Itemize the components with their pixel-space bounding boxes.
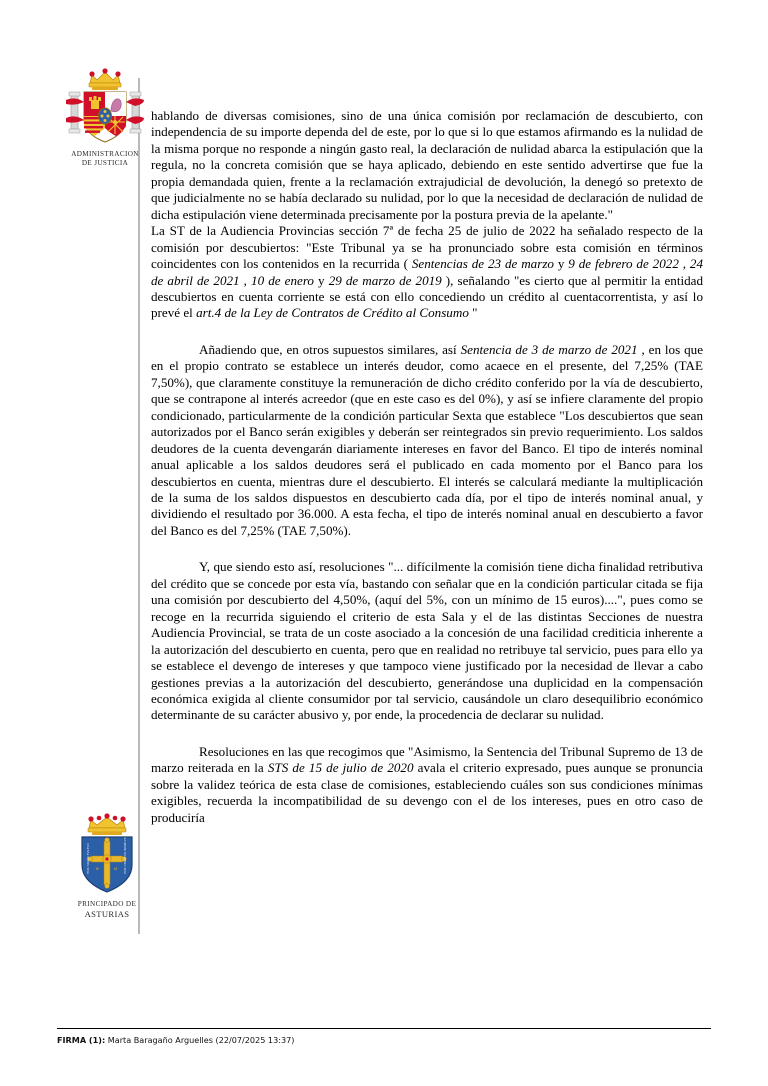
spain-coat-of-arms-icon (62, 66, 148, 148)
paragraph-5-run-3: avala el criterio expresado, pues aunque se pronuncia sobre la validez teórica de esta clase de comisiones, estableciendo cuáles son sus condiciones mínimas exigibles, recuerda la incompatibilidad de su devengo con el de los intereses, pues en otro caso de produciría (151, 760, 703, 825)
paragraph-2-run-9: y (313, 272, 329, 288)
spain-emblem-caption (50, 150, 160, 168)
svg-text:α: α (96, 867, 99, 872)
citation-sentencia-3-marzo-2021: Sentencia de 3 de marzo de 2021 (460, 341, 638, 357)
asturias-emblem-caption-line2: ASTURIAS (84, 909, 130, 919)
paragraph-spacer (151, 539, 703, 559)
paragraph-2-run-7: , (239, 272, 252, 288)
paragraph-2-run-11: ), señalando "es cierto que al permitir la entidad descubiertos en cuenta corriente se está con ello concediendo un crédito al cuentacorrentista, y así lo prevé el (151, 272, 703, 321)
paragraph-2-run-13: " (468, 305, 478, 321)
citation-sts-15-julio-2020: STS de 15 de julio de 2020 (267, 760, 414, 776)
paragraph-3-run-1: Añadiendo que, en otros supuestos similares, así (199, 341, 461, 357)
spain-emblem-caption-line1: ADMINISTRACION (71, 150, 139, 158)
signature-line (57, 1035, 711, 1045)
svg-text:ω: ω (114, 867, 118, 872)
paragraph-spacer (151, 322, 703, 342)
asturias-emblem-block (52, 812, 162, 920)
svg-text:HOC VINCITVR INIMICVS: HOC VINCITVR INIMICVS (123, 837, 127, 874)
asturias-emblem-caption-line1: PRINCIPADO DE (77, 900, 137, 908)
paragraph-2 (151, 223, 703, 322)
signature-signer: Marta Baragaño Arguelles (107, 1035, 213, 1045)
paragraph-2-run-3: y (553, 256, 569, 272)
paragraph-2-run-5: , (678, 256, 690, 272)
paragraph-3 (151, 342, 703, 539)
citation-art4-ley-credito-consumo: art.4 de la Ley de Contratos de Crédito al Consumo (196, 305, 469, 321)
citation-24-abril-2021: 24 de abril de 2021 (151, 256, 704, 288)
citation-10-enero: 10 de enero (251, 272, 314, 288)
spain-emblem-caption-line2: DE JUSTICIA (81, 159, 129, 167)
signature-timestamp: (22/07/2025 13:37) (215, 1035, 295, 1045)
document-body (151, 108, 703, 826)
signature-label: FIRMA (1): (57, 1035, 106, 1045)
paragraph-spacer (151, 724, 703, 744)
asturias-emblem-caption (52, 900, 162, 920)
svg-text:HOC SIGNO TVETVR: HOC SIGNO TVETVR (86, 843, 90, 874)
paragraph-5-run-1: Resoluciones en las que recogimos que "Asimismo, la Sentencia del Tribunal Supremo de 13 de marzo reiterada en la (151, 743, 703, 776)
signature-footer (57, 1028, 711, 1045)
margin-divider-rule (138, 78, 140, 934)
paragraph-1 (151, 108, 703, 223)
paragraph-4 (151, 559, 703, 724)
paragraph-5 (151, 744, 703, 826)
asturias-coat-of-arms-icon (69, 812, 145, 898)
paragraph-3-run-3: , en los que en el propio contrato se establece un interés deudor, como acaece en el presente, del 7,25% (TAE 7,50%), que claramente constituye la remuneración de dicho crédito conferido por la vía de descubierto, que se contrapone al interés acreedor (que en este caso es del 0%), y así se infiere claramente del propio condicionado, particularmente de la condición particular Sexta que establece "Los descubiertos que sean autorizados por el Banco serán exigibles y deberán ser reintegrados sin previo requerimiento. Los saldos deudores de la cuenta devengarán diariamente intereses en favor del Banco. El tipo de interés nominal anual aplicable a los saldos deudores será el publicado en cada momento por el Banco para los descubiertos en cuenta, mientras dure el descubierto. El interés se calculará mediante la multiplicación de la suma de los saldos dispuestos en descubierto cada día, por el tipo de interés nominal anual, y dividiendo el resultado por 36.000. A esta fecha, el tipo de interés nominal anual en descubierto a favor del Banco es del 7,25% (TAE 7,50%). (151, 341, 704, 538)
citation-29-marzo-2019: 29 de marzo de 2019 (328, 272, 442, 288)
paragraph-4-run-1: Y, que siendo esto así, resoluciones "... difícilmente la comisión tiene dicha finalidad retributiva del crédito que se concede por esta vía, bastando con señalar que en la condición particular citada se fija una comisión por descubierto del 4,50%, (aquí del 5%, con un mínimo de 15 euros)....", pues como se recoge en la recurrida siguiendo el criterio de esta Sala y el de las distintas Secciones de nuestra Audiencia Provincial, se trata de un coste asociado a la concesión de una facilidad crediticia inherente a la autorización del descubierto en cuenta, pero que en realidad no retribuye tal servicio, pues para ello ya se establece el devengo de intereses y que tampoco viene justificado por la necesidad de llevar a cabo gestiones previas a la autorización del descubierto, generándose una duplicidad en la compensación económica exigida al cliente consumidor por tal servicio, causándole un claro desequilibrio económico determinante de su carácter abusivo y, por ende, la procedencia de declarar su nulidad. (151, 559, 703, 723)
citation-9-febrero-2022: 9 de febrero de 2022 (568, 256, 679, 272)
left-margin-column (0, 0, 140, 1086)
spain-emblem-block (50, 66, 160, 168)
citation-sentencias-23-marzo: Sentencias de 23 de marzo (411, 256, 554, 272)
paragraph-1-run-1: hablando de diversas comisiones, sino de una única comisión por reclamación de descubierto, con independencia de su importe dependa del de este, por lo que si lo que estamos afirmando es la nulidad de la misma porque no responde a ningún gasto real, la declaración de nulidad abarca la estipulación que la regula, no la concreta comisión que se haya aplicado, debiendo en este sentido advertirse que fue la propia demandada quien, frente a la reclamación extrajudicial de devolución, la denegó so pretexto de que judicialmente no se había declarado su nulidad, por lo que la necesidad de declaración de nulidad de dicha estipulación viene determinada precisamente por la postura previa de la apelante." (151, 108, 703, 222)
paragraph-2-run-1: La ST de la Audiencia Provincias sección 7ª de fecha 25 de julio de 2022 ha señalado respecto de la comisión por descubiertos: "Este Tribunal ya se ha pronunciado sobre esta comisión en términos coincidentes con los contenidos en la recurrida ( (151, 223, 703, 272)
